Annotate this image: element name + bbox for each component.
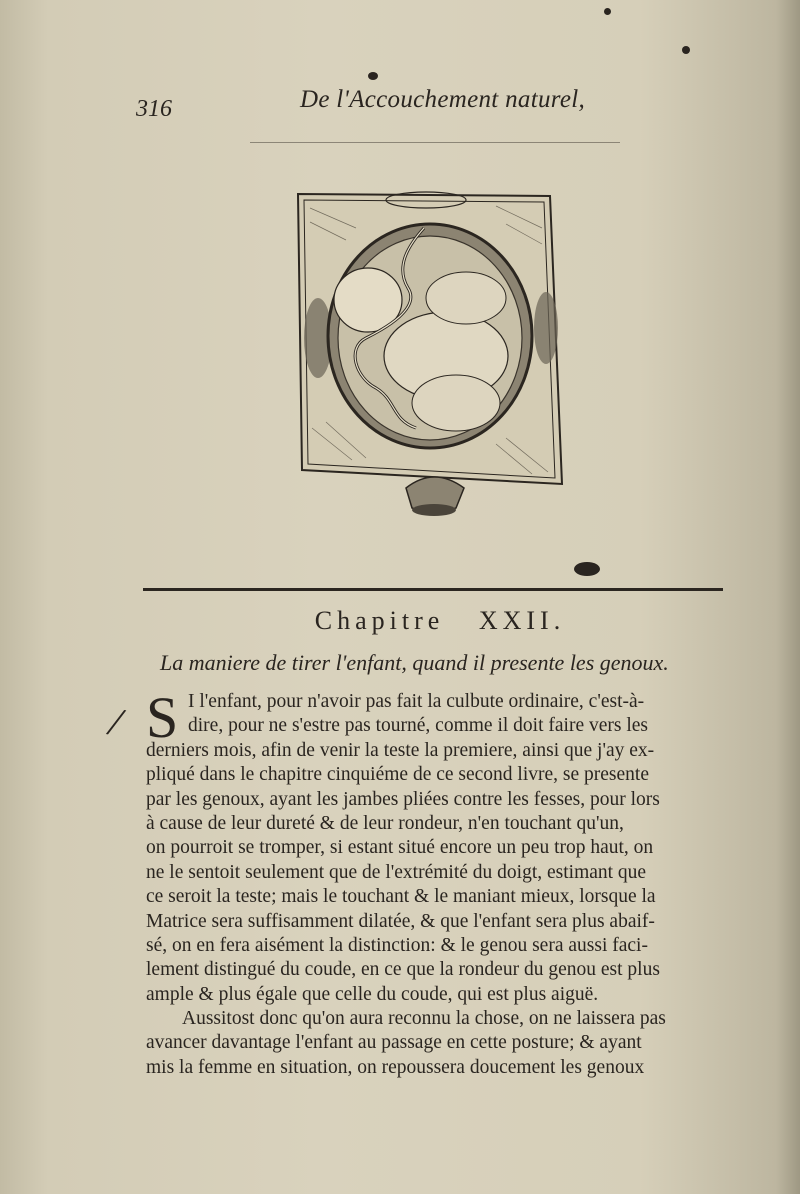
text-line: pliqué dans le chapitre cinquiéme de ce second livre, se presente [146, 764, 650, 786]
running-title: De l'Accouchement naturel, [300, 86, 586, 113]
drop-cap: S [146, 685, 179, 750]
text-line: I l'enfant, pour n'avoir pas fait la culbute ordinaire, c'est-à- [188, 691, 645, 712]
text-line: avancer davantage l'enfant au passage en cette posture; & ayant [146, 1032, 642, 1054]
text-line: Matrice sera suffisamment dilatée, & que l'enfant sera plus abaif- [146, 910, 655, 932]
text-line: ample & plus égale que celle du coude, qui est plus aiguë. [146, 983, 599, 1005]
text-line: on pourroit se tromper, si estant situé encore un peu trop haut, on [146, 837, 654, 859]
fetus-in-uterus-engraving-icon [296, 188, 566, 523]
text-line: lement distingué du coude, en ce que la rondeur du genou est plus [146, 959, 660, 981]
text-line: sé, on en fera aisément la distinction: & le genou sera aussi faci- [146, 934, 648, 956]
ink-blot [574, 562, 600, 576]
ink-blot [604, 8, 611, 15]
section-rule [143, 588, 723, 591]
text-line: à cause de leur dureté & de leur rondeur, n'en touchant qu'un, [146, 812, 624, 834]
text-line: mis la femme en situation, on repoussera doucement les genoux [146, 1056, 645, 1078]
page-number: 316 [136, 96, 172, 122]
chapter-subtitle: La maniere de tirer l'enfant, quand il presente les genoux. [160, 650, 669, 675]
text-line: Aussitost donc qu'on aura reconnu la chose, on ne laissera pas [182, 1008, 666, 1030]
margin-mark: / [106, 698, 125, 745]
text-line: ne le sentoit seulement que de l'extrémité du doigt, estimant que [146, 861, 647, 883]
body-text [146, 685, 746, 1080]
header-rule [250, 142, 620, 143]
text-line: par les genoux, ayant les jambes pliées contre les fesses, pour lors [146, 788, 660, 810]
chapter-label: Chapitre [314, 606, 445, 635]
text-line: dire, pour ne s'estre pas tourné, comme il doit faire vers les [188, 715, 648, 737]
text-line: derniers mois, afin de venir la teste la premiere, ainsi que j'ay ex- [146, 739, 655, 761]
chapter-heading [0, 606, 800, 636]
chapter-number: XXII. [478, 606, 566, 635]
ink-blot [368, 72, 378, 80]
text-line: ce seroit la teste; mais le touchant & le maniant mieux, lorsque la [146, 886, 656, 908]
ink-blot [682, 46, 690, 54]
